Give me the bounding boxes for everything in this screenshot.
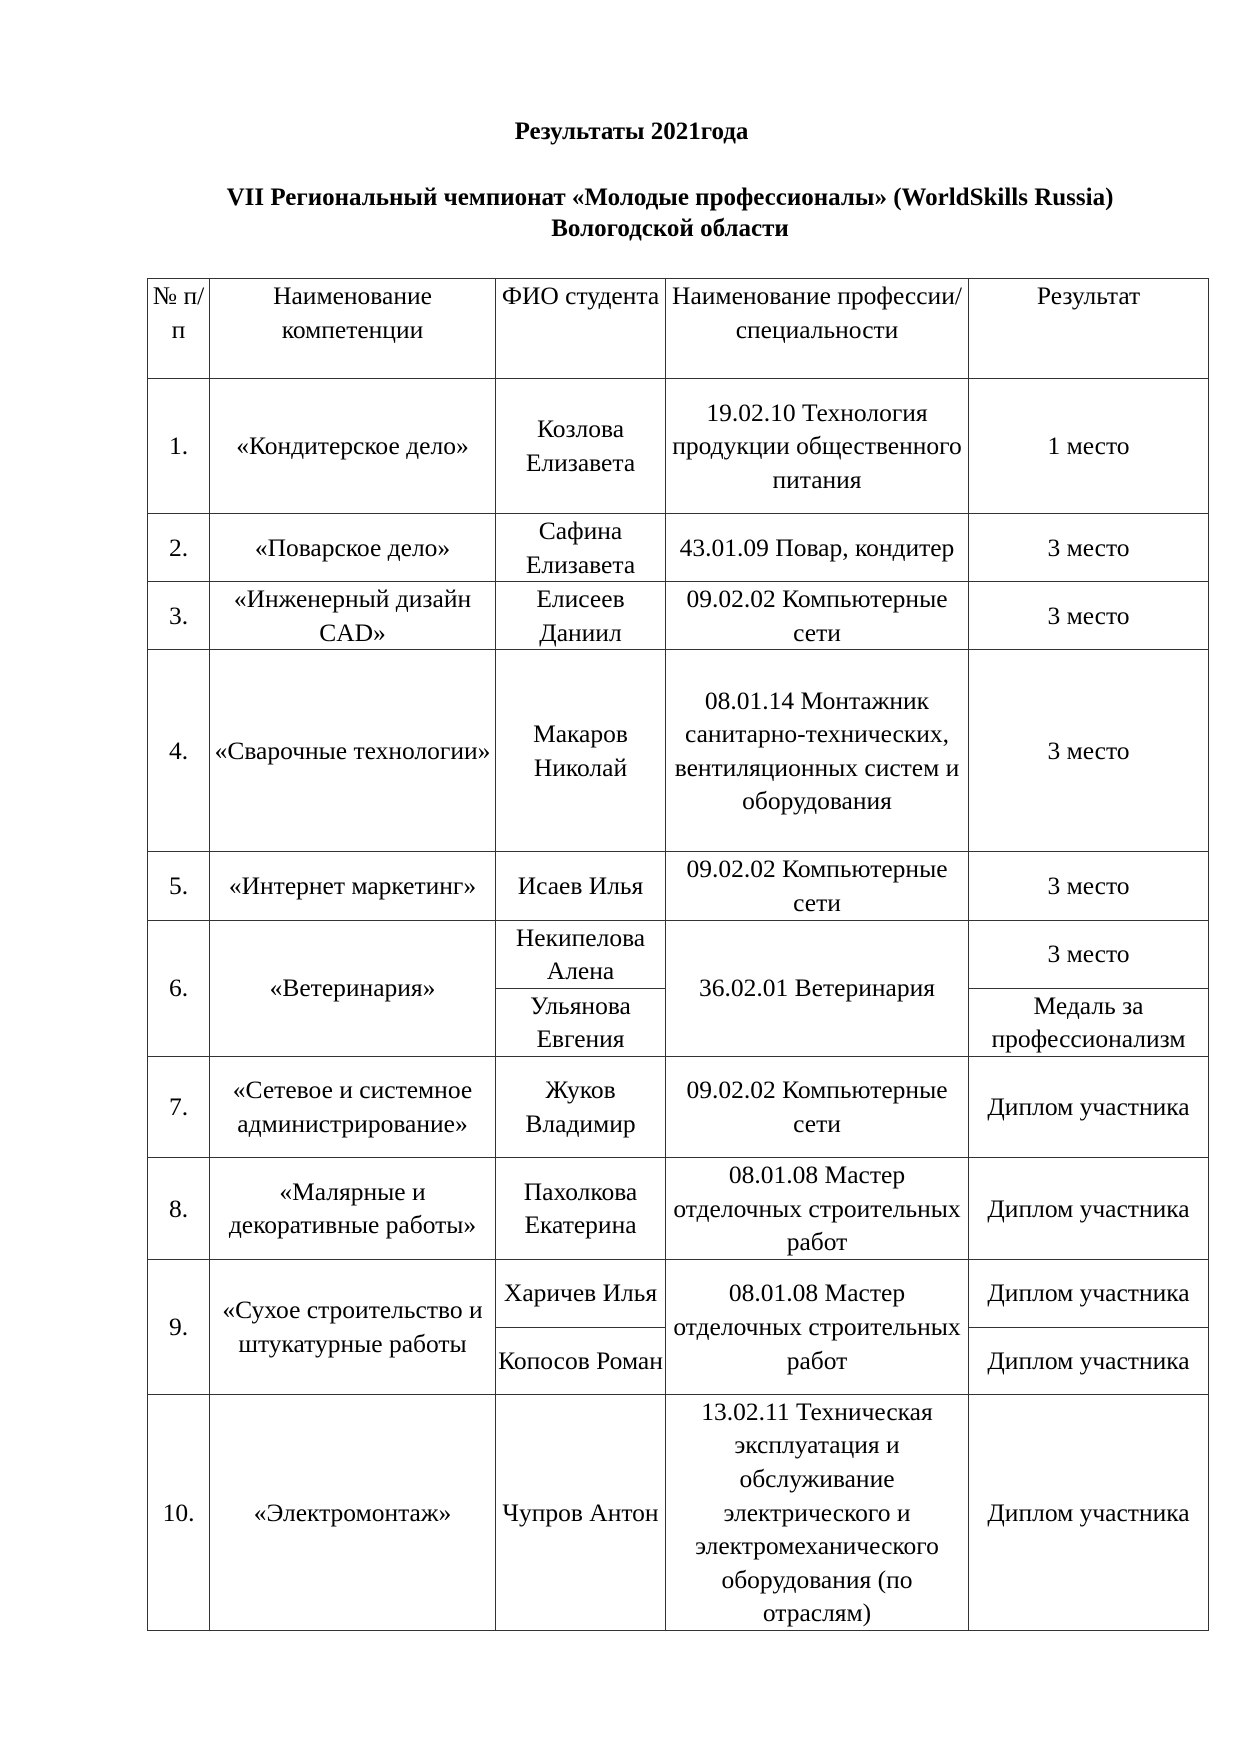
row-num: 6. [148,920,210,1056]
row-result: Диплом участника [969,1157,1209,1259]
table-row [148,920,1209,988]
row-student: Ульянова Евгения [496,988,666,1056]
table-body [148,379,1209,1631]
row-result: 1 место [969,379,1209,514]
table-row [148,852,1209,920]
row-result: Диплом участника [969,1056,1209,1157]
header-profession: Наименование профессии/ специальности [666,279,969,379]
row-competence: «Кондитерское дело» [210,379,496,514]
row-profession: 08.01.08 Мастер отделочных строительных работ [666,1157,969,1259]
row-competence: «Сухое строительство и штукатурные работы [210,1259,496,1394]
document-title: Результаты 2021года [514,118,749,145]
row-num: 4. [148,650,210,852]
row-profession: 08.01.14 Монтажник санитарно-технических, вентиляционных систем и оборудования [666,650,969,852]
row-competence: «Интернет маркетинг» [210,852,496,920]
row-profession: 09.02.02 Компьютерные сети [666,852,969,920]
row-result: Диплом участника [969,1327,1209,1394]
document-subtitle: VII Региональный чемпионат «Молодые профессионалы» (WorldSkills Russia) Вологодской области [226,184,1114,242]
row-student: Пахолкова Екатерина [496,1157,666,1259]
row-student: Елисеев Даниил [496,582,666,650]
header-result: Результат [969,279,1209,379]
row-num: 1. [148,379,210,514]
row-profession: 09.02.02 Компьютерные сети [666,582,969,650]
row-student: Чупров Антон [496,1394,666,1630]
row-result: 3 место [969,514,1209,582]
table-row [148,1157,1209,1259]
row-result: 3 место [969,920,1209,988]
table-row [148,650,1209,852]
results-table [147,278,1209,1631]
table-row [148,582,1209,650]
row-num: 8. [148,1157,210,1259]
row-profession: 09.02.02 Компьютерные сети [666,1056,969,1157]
row-student: Исаев Илья [496,852,666,920]
row-num: 9. [148,1259,210,1394]
row-result: Медаль за профессионализм [969,988,1209,1056]
row-competence: «Электромонтаж» [210,1394,496,1630]
row-student: Харичев Илья [496,1259,666,1327]
table-row [148,1259,1209,1327]
row-student: Сафина Елизавета [496,514,666,582]
row-student: Козлова Елизавета [496,379,666,514]
row-student: Жуков Владимир [496,1056,666,1157]
row-student: Некипелова Алена [496,920,666,988]
row-result: 3 место [969,582,1209,650]
row-profession: 19.02.10 Технология продукции общественного питания [666,379,969,514]
row-result: Диплом участника [969,1259,1209,1327]
row-competence: «Сварочные технологии» [210,650,496,852]
row-num: 3. [148,582,210,650]
table-row [148,379,1209,514]
table-row [148,514,1209,582]
table-row [148,1394,1209,1630]
row-competence: «Ветеринария» [210,920,496,1056]
row-result: 3 место [969,650,1209,852]
row-student: Копосов Роман [496,1327,666,1394]
row-num: 10. [148,1394,210,1630]
row-result: Диплом участника [969,1394,1209,1630]
row-competence: «Сетевое и системное администрирование» [210,1056,496,1157]
row-competence: «Инженерный дизайн CAD» [210,582,496,650]
row-profession: 36.02.01 Ветеринария [666,920,969,1056]
row-profession: 43.01.09 Повар, кондитер [666,514,969,582]
header-competence: Наименование компетенции [210,279,496,379]
row-profession: 08.01.08 Мастер отделочных строительных работ [666,1259,969,1394]
header-student: ФИО студента [496,279,666,379]
table-header [148,279,1209,379]
row-student: Макаров Николай [496,650,666,852]
table-row [148,1056,1209,1157]
row-result: 3 место [969,852,1209,920]
row-competence: «Малярные и декоративные работы» [210,1157,496,1259]
row-profession: 13.02.11 Техническая эксплуатация и обслуживание электрического и электромеханического оборудования (по отраслям) [666,1394,969,1630]
row-num: 5. [148,852,210,920]
row-num: 2. [148,514,210,582]
row-num: 7. [148,1056,210,1157]
row-competence: «Поварское дело» [210,514,496,582]
header-num: № п/п [148,279,210,379]
